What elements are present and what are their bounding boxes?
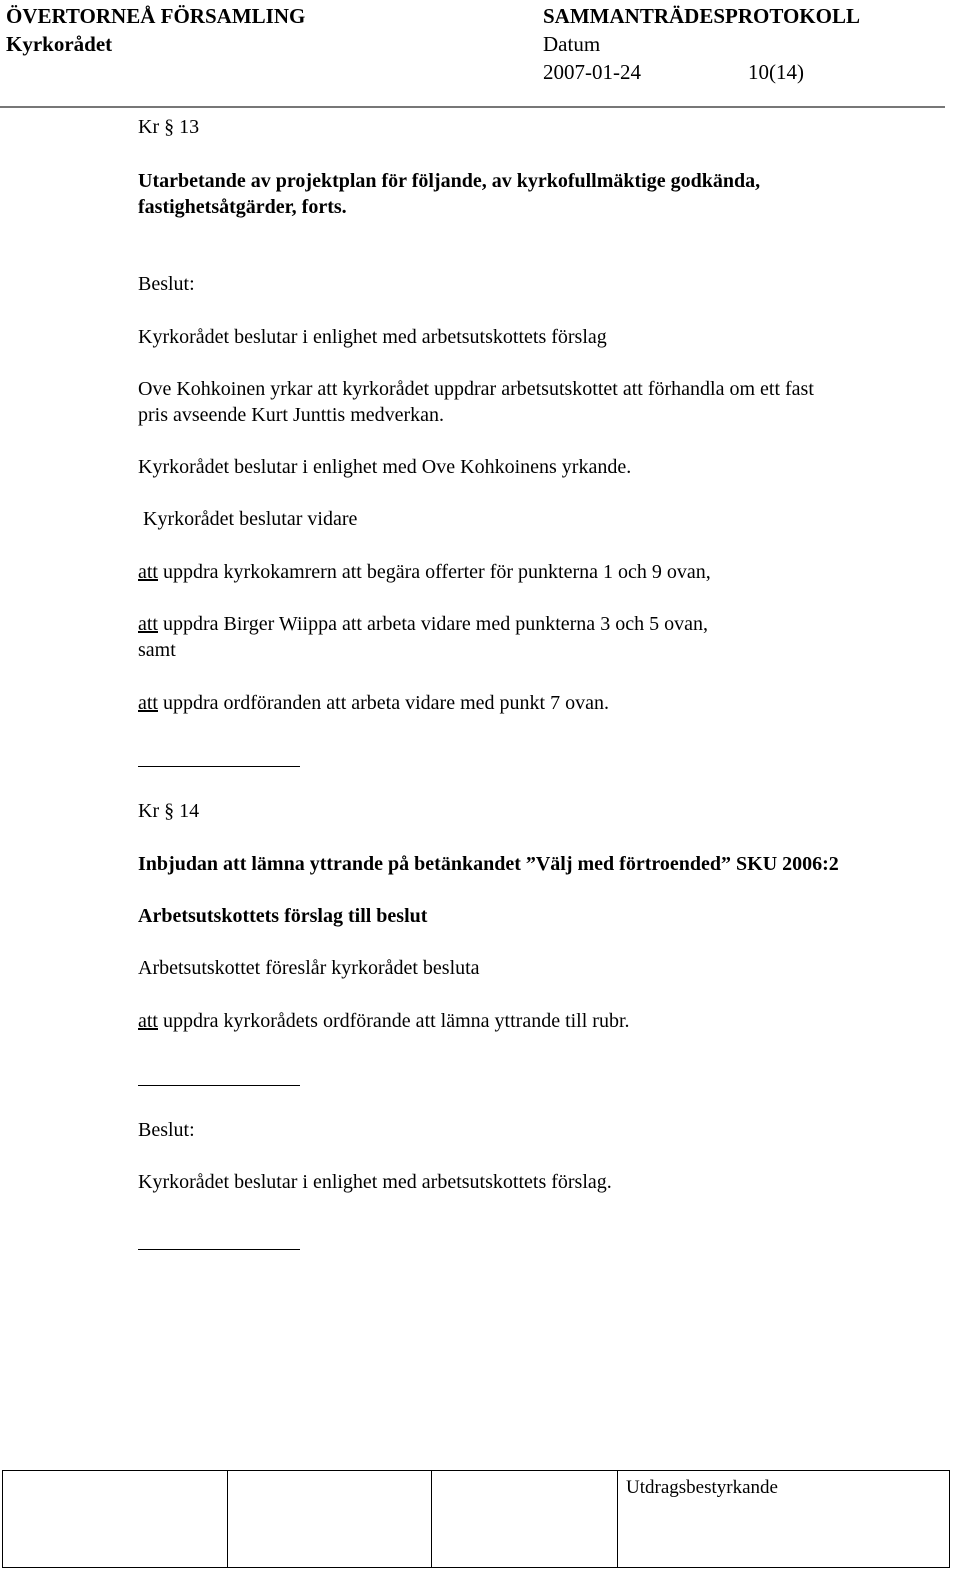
decision-text-13-3 bbox=[138, 509, 357, 529]
att-keyword: att bbox=[138, 1010, 158, 1032]
section-13-title-line1: Utarbetande av projektplan för följande, av kyrkofullmäktige godkända, bbox=[138, 170, 761, 192]
signature-cell bbox=[228, 1471, 432, 1567]
att-clause-2-continuation: samt bbox=[138, 639, 176, 661]
paragraph-id-13: Kr § 13 bbox=[138, 116, 200, 138]
decision-text-13-1: Kyrkorådet beslutar i enlighet med arbetsutskottets förslag bbox=[138, 326, 607, 348]
decision-text-13-2: Kyrkorådet beslutar i enlighet med Ove Kohkoinens yrkande. bbox=[138, 456, 632, 478]
att-clause-text: uppdra kyrkorådets ordförande att lämna yttrande till rubr. bbox=[158, 1010, 630, 1032]
meeting-date: 2007-01-24 bbox=[543, 60, 641, 84]
document-type: SAMMANTRÄDESPROTOKOLL bbox=[543, 4, 860, 28]
date-label: Datum bbox=[543, 32, 601, 56]
paragraph-id-14: Kr § 14 bbox=[138, 800, 200, 822]
section-separator bbox=[138, 1085, 300, 1086]
header-divider bbox=[0, 106, 945, 108]
att-clause-text: uppdra kyrkokamrern att begära offerter för punkterna 1 och 9 ovan, bbox=[158, 561, 711, 583]
proposal-text: Arbetsutskottet föreslår kyrkorådet besluta bbox=[138, 957, 480, 979]
att-clause-14 bbox=[138, 1011, 630, 1031]
section-separator bbox=[138, 766, 300, 767]
section-13-title-line2: fastighetsåtgärder, forts. bbox=[138, 196, 347, 218]
signature-table bbox=[2, 1470, 950, 1568]
motion-text-line2: pris avseende Kurt Junttis medverkan. bbox=[138, 404, 445, 426]
decision-text-13-3-label: Kyrkorådet beslutar vidare bbox=[138, 508, 358, 530]
att-keyword: att bbox=[138, 561, 158, 583]
att-clause-3 bbox=[138, 693, 609, 713]
att-clause-text: uppdra Birger Wiippa att arbeta vidare med punkterna 3 och 5 ovan, bbox=[158, 613, 708, 635]
page-number: 10(14) bbox=[748, 60, 804, 84]
certification-cell bbox=[618, 1471, 949, 1567]
certification-label: Utdragsbestyrkande bbox=[626, 1477, 778, 1498]
att-clause-2 bbox=[138, 614, 708, 634]
board-name: Kyrkorådet bbox=[6, 32, 113, 56]
att-keyword: att bbox=[138, 692, 158, 714]
signature-cell bbox=[3, 1471, 228, 1567]
att-clause-text: uppdra ordföranden att arbeta vidare med punkt 7 ovan. bbox=[158, 692, 609, 714]
proposal-heading: Arbetsutskottets förslag till beslut bbox=[138, 905, 428, 927]
att-clause-1 bbox=[138, 562, 711, 582]
organization-name: ÖVERTORNEÅ FÖRSAMLING bbox=[6, 4, 306, 28]
motion-text-line1: Ove Kohkoinen yrkar att kyrkorådet uppdrar arbetsutskottet att förhandla om ett fast bbox=[138, 378, 814, 400]
decision-heading-14: Beslut: bbox=[138, 1119, 195, 1141]
decision-heading-13: Beslut: bbox=[138, 273, 195, 295]
decision-text-14: Kyrkorådet beslutar i enlighet med arbetsutskottets förslag. bbox=[138, 1171, 612, 1193]
section-separator bbox=[138, 1249, 300, 1250]
section-14-title: Inbjudan att lämna yttrande på betänkandet ”Välj med förtroended” SKU 2006:2 bbox=[138, 853, 839, 875]
att-keyword: att bbox=[138, 613, 158, 635]
signature-cell bbox=[432, 1471, 618, 1567]
